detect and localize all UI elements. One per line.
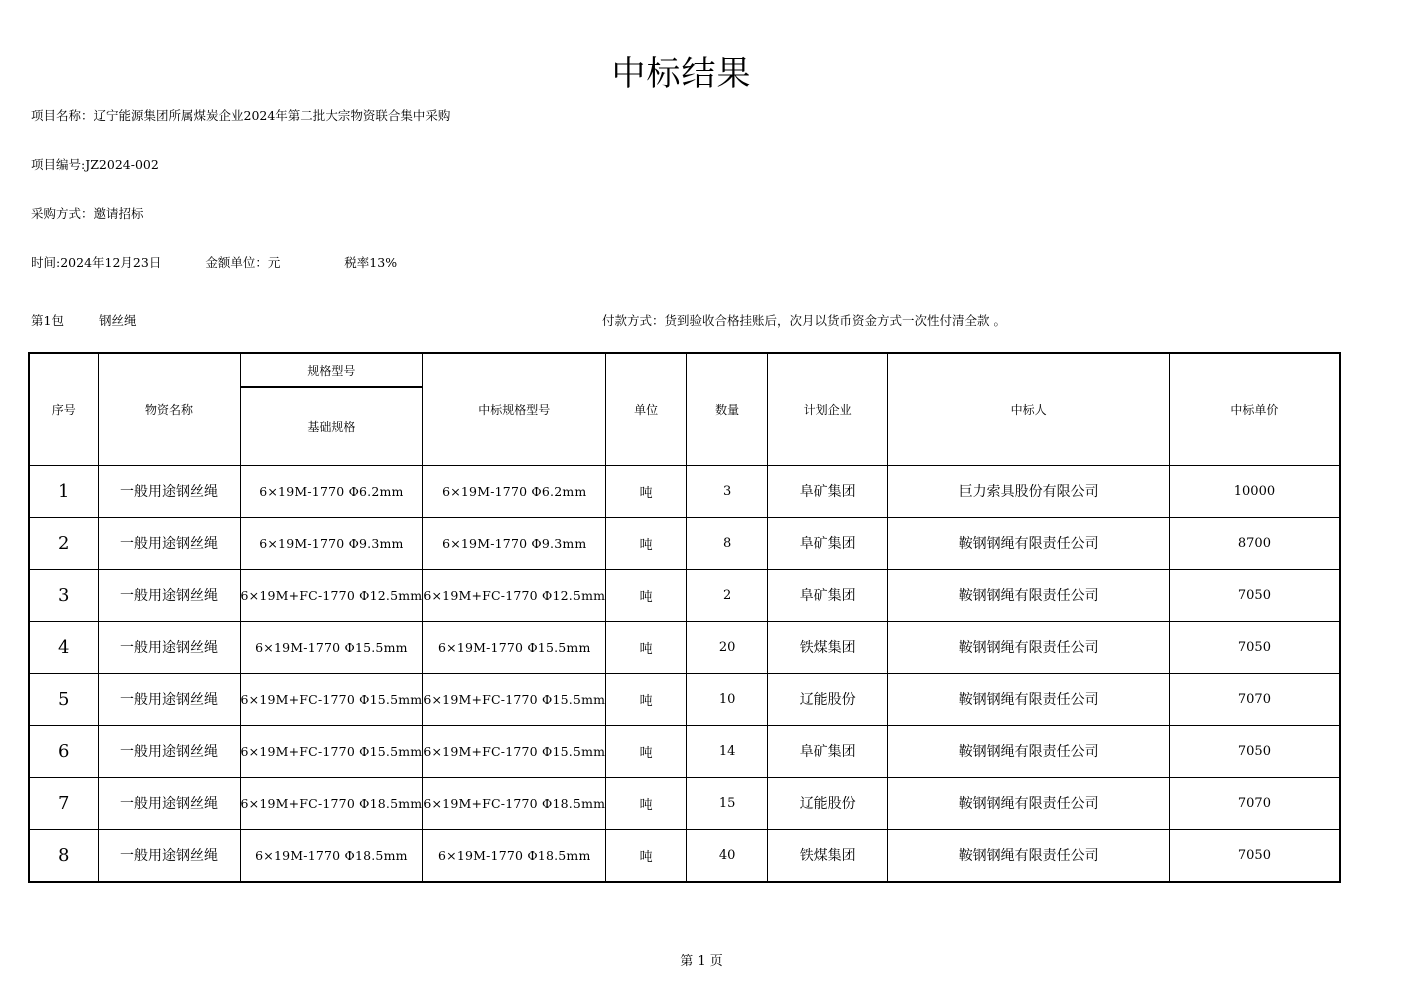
cell-base-spec: 6×19M-1770 Φ18.5mm <box>240 829 423 882</box>
header-seq: 序号 <box>29 353 98 465</box>
tax-rate-text: 税率13% <box>344 255 398 270</box>
package-line <box>31 311 1351 329</box>
cell-plan: 阜矿集团 <box>768 465 888 517</box>
cell-price: 7070 <box>1170 673 1340 725</box>
cell-price: 8700 <box>1170 517 1340 569</box>
cell-winner: 鞍钢钢绳有限责任公司 <box>888 673 1170 725</box>
cell-unit: 吨 <box>606 465 687 517</box>
cell-qty: 8 <box>687 517 768 569</box>
cell-qty: 10 <box>687 673 768 725</box>
cell-plan: 铁煤集团 <box>768 829 888 882</box>
cell-qty: 20 <box>687 621 768 673</box>
package-number: 第1包 <box>31 313 64 328</box>
cell-plan: 辽能股份 <box>768 673 888 725</box>
cell-winner: 鞍钢钢绳有限责任公司 <box>888 621 1170 673</box>
table-row <box>29 829 1340 882</box>
date-text: 时间:2024年12月23日 <box>31 255 162 270</box>
cell-base-spec: 6×19M-1770 Φ9.3mm <box>240 517 423 569</box>
cell-winner: 鞍钢钢绳有限责任公司 <box>888 517 1170 569</box>
cell-plan: 铁煤集团 <box>768 621 888 673</box>
cell-price: 7050 <box>1170 621 1340 673</box>
cell-plan: 阜矿集团 <box>768 569 888 621</box>
cell-base-spec: 6×19M-1770 Φ6.2mm <box>240 465 423 517</box>
cell-seq: 4 <box>29 621 98 673</box>
cell-material: 一般用途钢丝绳 <box>98 725 240 777</box>
table-row <box>29 569 1340 621</box>
meta-line <box>31 253 397 271</box>
cell-material: 一般用途钢丝绳 <box>98 465 240 517</box>
cell-win-spec: 6×19M-1770 Φ6.2mm <box>423 465 606 517</box>
cell-seq: 1 <box>29 465 98 517</box>
cell-seq: 3 <box>29 569 98 621</box>
table-row <box>29 621 1340 673</box>
cell-qty: 15 <box>687 777 768 829</box>
cell-material: 一般用途钢丝绳 <box>98 777 240 829</box>
cell-price: 7050 <box>1170 829 1340 882</box>
package-name: 钢丝绳 <box>99 313 137 328</box>
cell-winner: 巨力索具股份有限公司 <box>888 465 1170 517</box>
cell-unit: 吨 <box>606 569 687 621</box>
table-row <box>29 517 1340 569</box>
cell-unit: 吨 <box>606 621 687 673</box>
table-row <box>29 777 1340 829</box>
page-footer: 第 1 页 <box>680 954 723 969</box>
cell-winner: 鞍钢钢绳有限责任公司 <box>888 725 1170 777</box>
cell-win-spec: 6×19M-1770 Φ18.5mm <box>423 829 606 882</box>
project-name: 项目名称：辽宁能源集团所属煤炭企业2024年第二批大宗物资联合集中采购 <box>31 108 451 123</box>
cell-price: 7050 <box>1170 569 1340 621</box>
cell-winner: 鞍钢钢绳有限责任公司 <box>888 777 1170 829</box>
cell-seq: 7 <box>29 777 98 829</box>
cell-qty: 3 <box>687 465 768 517</box>
cell-seq: 6 <box>29 725 98 777</box>
cell-seq: 2 <box>29 517 98 569</box>
cell-seq: 8 <box>29 829 98 882</box>
page-title: 中标结果 <box>611 54 752 94</box>
cell-win-spec: 6×19M-1770 Φ15.5mm <box>423 621 606 673</box>
bid-results-table <box>28 352 1341 883</box>
header-qty: 数量 <box>687 353 768 465</box>
cell-material: 一般用途钢丝绳 <box>98 673 240 725</box>
header-material: 物资名称 <box>98 353 240 465</box>
header-row <box>29 353 1340 387</box>
cell-material: 一般用途钢丝绳 <box>98 621 240 673</box>
cell-material: 一般用途钢丝绳 <box>98 569 240 621</box>
header-win-spec: 中标规格型号 <box>423 353 606 465</box>
cell-winner: 鞍钢钢绳有限责任公司 <box>888 569 1170 621</box>
cell-unit: 吨 <box>606 725 687 777</box>
cell-price: 7070 <box>1170 777 1340 829</box>
table-row <box>29 465 1340 517</box>
cell-plan: 阜矿集团 <box>768 517 888 569</box>
cell-base-spec: 6×19M+FC-1770 Φ15.5mm <box>240 725 423 777</box>
header-price: 中标单价 <box>1170 353 1340 465</box>
header-plan: 计划企业 <box>768 353 888 465</box>
cell-price: 7050 <box>1170 725 1340 777</box>
cell-base-spec: 6×19M+FC-1770 Φ18.5mm <box>240 777 423 829</box>
cell-qty: 2 <box>687 569 768 621</box>
header-unit: 单位 <box>606 353 687 465</box>
cell-price: 10000 <box>1170 465 1340 517</box>
cell-material: 一般用途钢丝绳 <box>98 517 240 569</box>
cell-win-spec: 6×19M+FC-1770 Φ15.5mm <box>423 725 606 777</box>
cell-unit: 吨 <box>606 517 687 569</box>
cell-win-spec: 6×19M+FC-1770 Φ15.5mm <box>423 673 606 725</box>
cell-material: 一般用途钢丝绳 <box>98 829 240 882</box>
table-row <box>29 673 1340 725</box>
cell-qty: 40 <box>687 829 768 882</box>
header-base-spec: 基础规格 <box>240 387 423 465</box>
table-row <box>29 725 1340 777</box>
procurement-method: 采购方式：邀请招标 <box>31 206 144 221</box>
cell-win-spec: 6×19M+FC-1770 Φ18.5mm <box>423 777 606 829</box>
cell-plan: 辽能股份 <box>768 777 888 829</box>
cell-win-spec: 6×19M-1770 Φ9.3mm <box>423 517 606 569</box>
header-winner: 中标人 <box>888 353 1170 465</box>
cell-plan: 阜矿集团 <box>768 725 888 777</box>
cell-base-spec: 6×19M+FC-1770 Φ15.5mm <box>240 673 423 725</box>
amount-unit-text: 金额单位：元 <box>205 255 281 270</box>
cell-base-spec: 6×19M+FC-1770 Φ12.5mm <box>240 569 423 621</box>
project-code: 项目编号:JZ2024-002 <box>31 157 159 172</box>
cell-win-spec: 6×19M+FC-1770 Φ12.5mm <box>423 569 606 621</box>
cell-unit: 吨 <box>606 673 687 725</box>
cell-base-spec: 6×19M-1770 Φ15.5mm <box>240 621 423 673</box>
cell-unit: 吨 <box>606 777 687 829</box>
cell-seq: 5 <box>29 673 98 725</box>
cell-qty: 14 <box>687 725 768 777</box>
cell-winner: 鞍钢钢绳有限责任公司 <box>888 829 1170 882</box>
header-spec-group: 规格型号 <box>240 353 423 387</box>
cell-unit: 吨 <box>606 829 687 882</box>
payment-terms: 付款方式：货到验收合格挂账后，次月以货币资金方式一次性付清全款 。 <box>602 313 1006 328</box>
